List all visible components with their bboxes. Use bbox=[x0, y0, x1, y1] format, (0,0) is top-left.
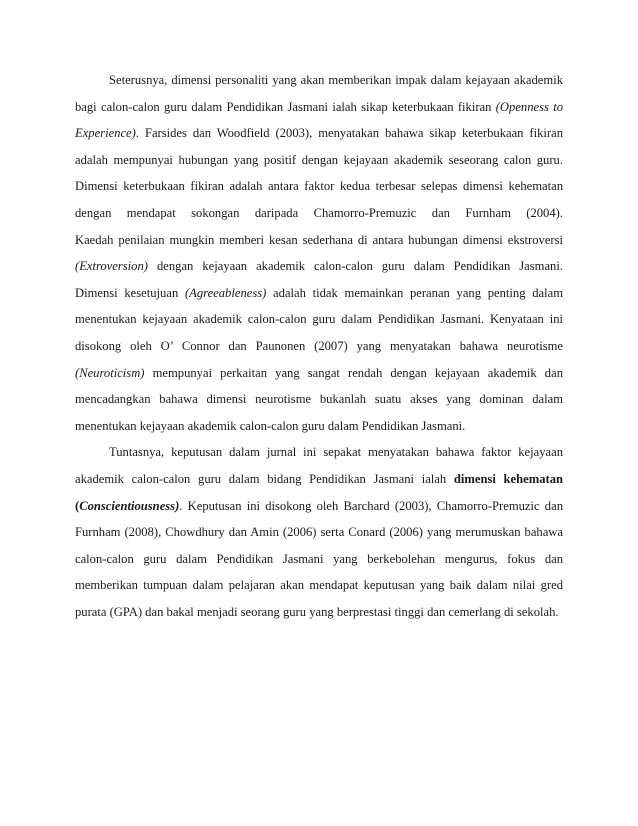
italic-term: (Agreeableness) bbox=[184, 285, 267, 300]
text-line bbox=[75, 67, 563, 94]
text-line bbox=[75, 572, 563, 599]
text-run: bagi calon-calon guru dalam Pendidikan Jasmani ialah sikap keterbukaan fikiran bbox=[75, 99, 496, 114]
paragraph-1 bbox=[75, 67, 563, 439]
bold-term: ( bbox=[75, 498, 80, 513]
text-run: Furnham (2008), Chowdhury dan Amin (2006) serta Conard (2006) yang merumuskan bahawa bbox=[75, 525, 563, 540]
text-line bbox=[75, 360, 563, 387]
text-line bbox=[75, 546, 563, 573]
text-line bbox=[75, 200, 563, 227]
text-run: mencadangkan bahawa dimensi neurotisme bukanlah suatu akses yang dominan dalam bbox=[75, 392, 563, 407]
text-run: purata (GPA) dan bakal menjadi seorang guru yang berprestasi tinggi dan cemerlang di sekolah. bbox=[75, 604, 559, 619]
text-line bbox=[75, 253, 563, 280]
text-run: Tuntasnya, keputusan dalam jurnal ini sepakat menyatakan bahawa faktor kejayaan bbox=[109, 445, 563, 460]
text-line bbox=[75, 94, 563, 121]
text-run: Dimensi kesetujuan bbox=[75, 285, 185, 300]
text-run: adalah tidak memainkan peranan yang penting dalam bbox=[266, 285, 563, 300]
paragraph-2 bbox=[75, 439, 563, 625]
text-line bbox=[75, 413, 563, 440]
text-run: dengan kejayaan akademik calon-calon guru dalam Pendidikan Jasmani. bbox=[147, 259, 563, 274]
text-line bbox=[75, 306, 563, 333]
italic-term: Experience) bbox=[75, 126, 136, 141]
italic-term: (Neuroticism) bbox=[75, 365, 145, 380]
text-run: calon-calon guru dalam Pendidikan Jasmani yang berkebolehan mengurus, fokus dan bbox=[75, 551, 563, 566]
text-run: Kaedah penilaian mungkin memberi kesan sederhana di antara hubungan dimensi ekstroversi bbox=[75, 232, 563, 247]
text-line bbox=[75, 147, 563, 174]
bold-term: Conscientiousness) bbox=[79, 498, 180, 513]
text-line bbox=[75, 439, 563, 466]
text-run: Dimensi keterbukaan fikiran adalah antara faktor kedua terbesar selepas dimensi kehematan bbox=[75, 179, 563, 194]
text-line bbox=[75, 493, 563, 520]
text-run: menentukan kejayaan akademik calon-calon guru dalam Pendidikan Jasmani. Kenyataan ini bbox=[75, 312, 563, 327]
text-run: akademik calon-calon guru dalam bidang Pendidikan Jasmani ialah bbox=[75, 471, 454, 486]
text-line bbox=[75, 227, 563, 254]
text-run: . Keputusan ini disokong oleh Barchard (2003), Chamorro-Premuzic dan bbox=[179, 498, 563, 513]
text-run: Seterusnya, dimensi personaliti yang akan memberikan impak dalam kejayaan akademik bbox=[109, 73, 563, 87]
text-run: . Farsides dan Woodfield (2003), menyatakan bahawa sikap keterbukaan fikiran bbox=[135, 126, 563, 141]
text-line bbox=[75, 333, 563, 360]
body-text bbox=[75, 67, 563, 625]
text-run: disokong oleh O’ Connor dan Paunonen (2007) yang menyatakan bahawa neurotisme bbox=[75, 338, 563, 353]
text-line bbox=[75, 599, 563, 626]
text-run: mempunyai perkaitan yang sangat rendah dengan kejayaan akademik dan bbox=[144, 365, 563, 380]
text-line bbox=[75, 466, 563, 493]
text-run: menentukan kejayaan akademik calon-calon guru dalam Pendidikan Jasmani. bbox=[75, 418, 466, 433]
text-line bbox=[75, 173, 563, 200]
text-run: memberikan tumpuan dalam pelajaran akan mendapat keputusan yang baik dalam nilai gred bbox=[75, 578, 563, 593]
italic-term: (Extroversion) bbox=[75, 259, 148, 274]
bold-term: dimensi kehematan bbox=[453, 471, 563, 486]
text-line bbox=[75, 519, 563, 546]
text-run: dengan mendapat sokongan daripada Chamorro-Premuzic dan Furnham (2004). bbox=[75, 205, 563, 220]
text-run: adalah mempunyai hubungan yang positif dengan kejayaan akademik seseorang calon guru. bbox=[75, 152, 563, 167]
italic-term: (Openness to bbox=[495, 99, 563, 114]
text-line bbox=[75, 120, 563, 147]
text-line bbox=[75, 280, 563, 307]
text-line bbox=[75, 386, 563, 413]
